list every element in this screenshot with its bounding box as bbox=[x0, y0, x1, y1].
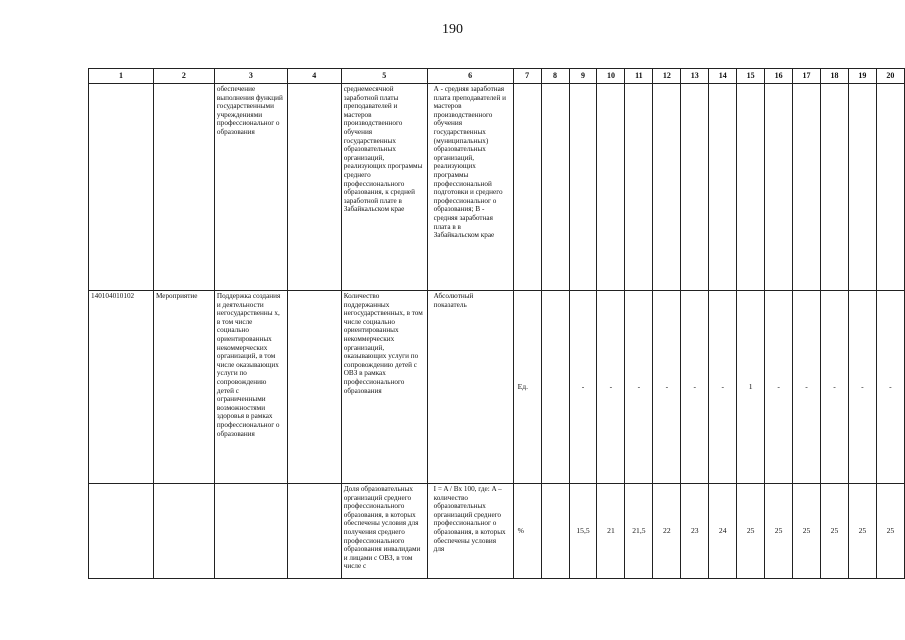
value-cell-col-11: - bbox=[625, 291, 653, 484]
column-header-16: 16 bbox=[765, 69, 793, 84]
value-cell-col-20: 25 bbox=[876, 484, 904, 579]
column-header-17: 17 bbox=[793, 69, 821, 84]
column-header-3: 3 bbox=[214, 69, 287, 84]
value-cell-col-18 bbox=[820, 84, 848, 291]
value-cell-col-19: - bbox=[848, 291, 876, 484]
value-cell-col-8 bbox=[541, 484, 569, 579]
cell-col-2 bbox=[153, 84, 214, 291]
cell-col-3: обеспечение выполнения функций государственными учреждениями профессиональног о образования bbox=[214, 84, 287, 291]
cell-col-5: Количество поддержанных негосударственных, в том числе социально ориентированных некоммерческих организаций, оказывающих услуги по сопровождению детей с ОВЗ в рамках профессионального образования bbox=[341, 291, 427, 484]
value-cell-col-17: - bbox=[793, 291, 821, 484]
cell-col-4 bbox=[287, 291, 341, 484]
cell-col-6: I = A / Bx 100, где: A – количество образовательных организаций среднего профессиональног о образования, в которых обеспечены условия для bbox=[427, 484, 513, 579]
column-header-5: 5 bbox=[341, 69, 427, 84]
cell-col-4 bbox=[287, 84, 341, 291]
cell-col-3: Поддержка создания и деятельности негосударственны х, в том числе социально ориентированных некоммерческих организаций, в том числе оказывающих услуги по сопровождению детей с ограниченными возможностями здоровья в рамках профессиональног о образования bbox=[214, 291, 287, 484]
data-table bbox=[88, 68, 905, 579]
cell-col-2: Мероприятие bbox=[153, 291, 214, 484]
column-header-19: 19 bbox=[848, 69, 876, 84]
column-header-8: 8 bbox=[541, 69, 569, 84]
value-cell-col-19 bbox=[848, 84, 876, 291]
column-header-1: 1 bbox=[89, 69, 154, 84]
value-cell-col-11: 21,5 bbox=[625, 484, 653, 579]
value-cell-col-12: - bbox=[653, 291, 681, 484]
value-cell-col-15: 25 bbox=[737, 484, 765, 579]
value-cell-col-10: 21 bbox=[597, 484, 625, 579]
cell-col-2 bbox=[153, 484, 214, 579]
cell-col-3 bbox=[214, 484, 287, 579]
value-cell-col-10 bbox=[597, 84, 625, 291]
column-header-4: 4 bbox=[287, 69, 341, 84]
cell-col-1 bbox=[89, 484, 154, 579]
cell-col-5: среднемесячной заработной платы преподавателей и мастеров производственного обучения государственных образовательных организаций, реализующих программы среднего профессионального образования, к средней заработной плате в Забайкальском крае bbox=[341, 84, 427, 291]
column-header-7: 7 bbox=[513, 69, 541, 84]
table-body bbox=[89, 84, 905, 579]
value-cell-col-14: 24 bbox=[709, 484, 737, 579]
value-cell-col-9 bbox=[569, 84, 597, 291]
value-cell-col-15: 1 bbox=[737, 291, 765, 484]
column-header-2: 2 bbox=[153, 69, 214, 84]
value-cell-col-10: - bbox=[597, 291, 625, 484]
header-row bbox=[89, 69, 905, 84]
column-header-13: 13 bbox=[681, 69, 709, 84]
value-cell-col-16: - bbox=[765, 291, 793, 484]
column-header-11: 11 bbox=[625, 69, 653, 84]
value-cell-col-12 bbox=[653, 84, 681, 291]
value-cell-col-8 bbox=[541, 291, 569, 484]
value-cell-col-8 bbox=[541, 84, 569, 291]
cell-col-4 bbox=[287, 484, 341, 579]
value-cell-col-16 bbox=[765, 84, 793, 291]
cell-col-6: А - средняя заработная плата преподавателей и мастеров производственного обучения государственных (муниципальных) образовательных организаций, реализующих программы профессиональной подготовки и среднего профессиональног о образования; В - средняя заработная плата в в Забайкальском крае bbox=[427, 84, 513, 291]
value-cell-col-18: 25 bbox=[820, 484, 848, 579]
value-cell-col-13: 23 bbox=[681, 484, 709, 579]
column-header-15: 15 bbox=[737, 69, 765, 84]
value-cell-col-18: - bbox=[820, 291, 848, 484]
value-cell-col-20: - bbox=[876, 291, 904, 484]
value-cell-col-14 bbox=[709, 84, 737, 291]
cell-col-1 bbox=[89, 84, 154, 291]
column-header-20: 20 bbox=[876, 69, 904, 84]
column-header-6: 6 bbox=[427, 69, 513, 84]
cell-col-5: Доля образовательных организаций среднего профессионального образования, в которых обеспечены условия для получения среднего профессионального образования инвалидами и лицами с ОВЗ, в том числе с bbox=[341, 484, 427, 579]
value-cell-col-11 bbox=[625, 84, 653, 291]
cell-col-1: 140104010102 bbox=[89, 291, 154, 484]
value-cell-col-13 bbox=[681, 84, 709, 291]
cell-col-6: Абсолютный показатель bbox=[427, 291, 513, 484]
value-cell-col-19: 25 bbox=[848, 484, 876, 579]
value-cell-col-16: 25 bbox=[765, 484, 793, 579]
value-cell-col-12: 22 bbox=[653, 484, 681, 579]
value-cell-col-9: 15,5 bbox=[569, 484, 597, 579]
table-row bbox=[89, 291, 905, 484]
value-cell-col-14: - bbox=[709, 291, 737, 484]
table-row bbox=[89, 84, 905, 291]
value-cell-col-17 bbox=[793, 84, 821, 291]
unit-cell bbox=[513, 84, 541, 291]
value-cell-col-17: 25 bbox=[793, 484, 821, 579]
column-header-10: 10 bbox=[597, 69, 625, 84]
unit-cell: Ед. bbox=[513, 291, 541, 484]
column-header-9: 9 bbox=[569, 69, 597, 84]
page-number: 190 bbox=[442, 22, 463, 37]
table-row bbox=[89, 484, 905, 579]
column-header-14: 14 bbox=[709, 69, 737, 84]
unit-cell: % bbox=[513, 484, 541, 579]
value-cell-col-20 bbox=[876, 84, 904, 291]
value-cell-col-9: - bbox=[569, 291, 597, 484]
value-cell-col-15 bbox=[737, 84, 765, 291]
value-cell-col-13: - bbox=[681, 291, 709, 484]
column-header-12: 12 bbox=[653, 69, 681, 84]
column-header-18: 18 bbox=[820, 69, 848, 84]
